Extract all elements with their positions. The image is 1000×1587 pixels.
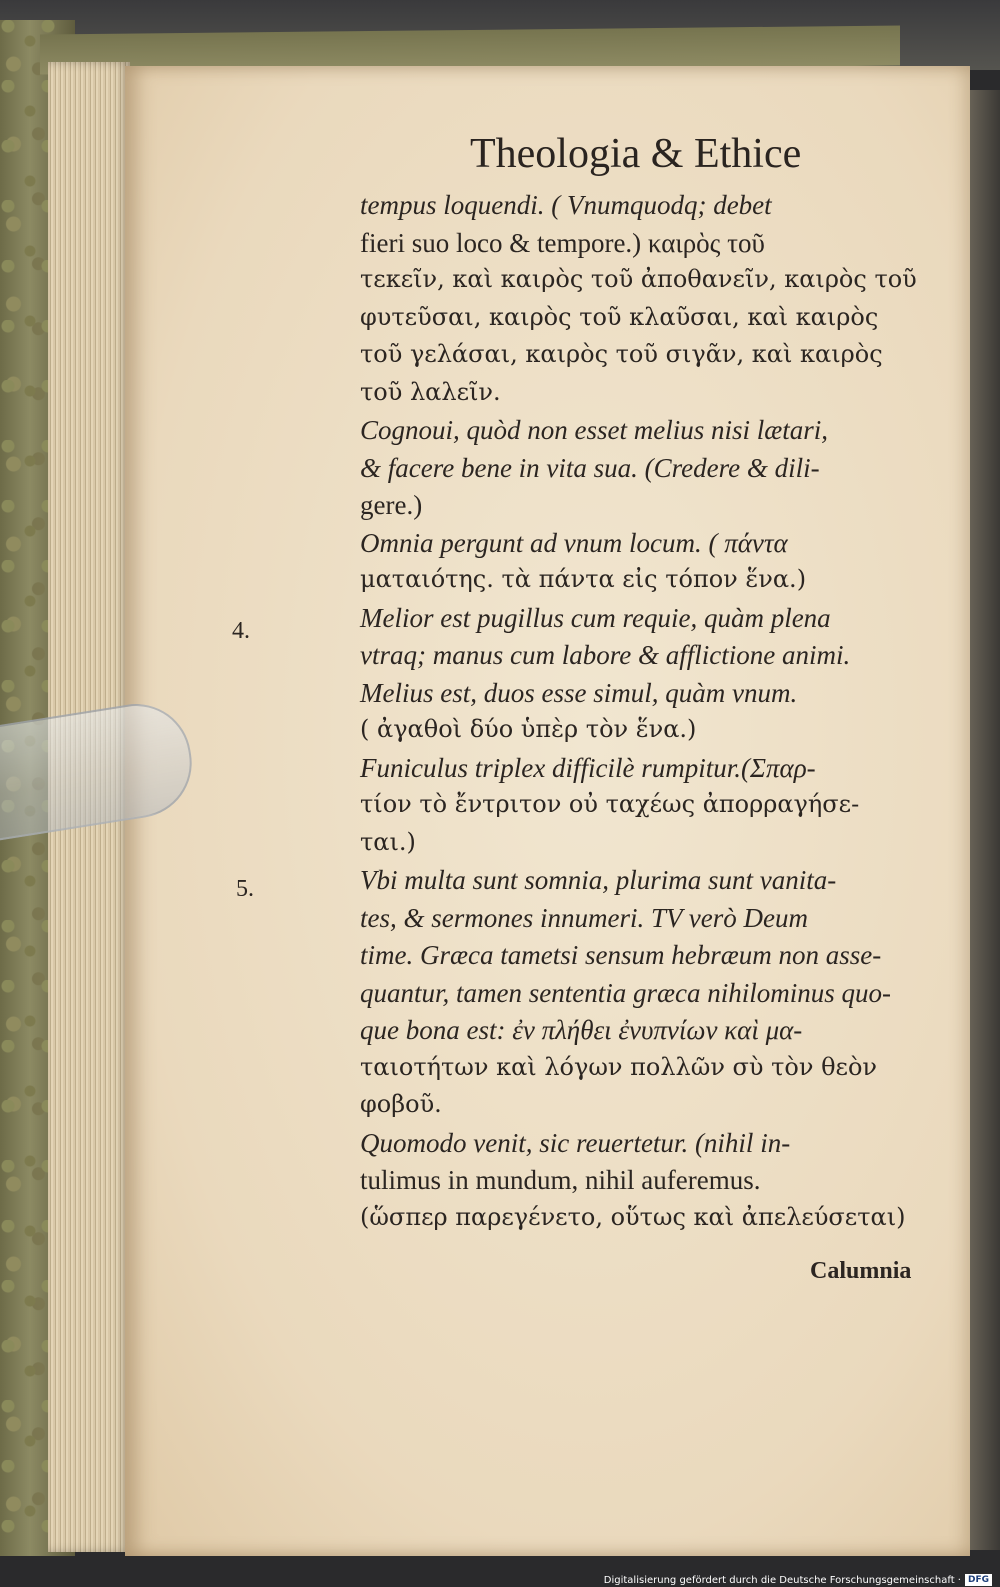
text-line: ματαιότης. τὰ πάντα εἰς τόπον ἕνα.) [360, 565, 807, 593]
text-line: time. Græca tametsi sensum hebræum non asse- [360, 940, 882, 970]
running-header: Theologia & Ethice [470, 131, 802, 177]
text-line: φοβοῦ. [360, 1090, 442, 1118]
text-line: τοῦ γελάσαι, καιρὸς τοῦ σιγᾶν, καὶ καιρὸς [360, 340, 883, 368]
text-line: tempus loquendi. ( Vnumquodq; debet [360, 190, 772, 220]
text-line: que bona est: ἐν πλήθει ἐνυπνίων καὶ μα- [360, 1015, 803, 1045]
scan-edge-right [968, 90, 1000, 1550]
text-line: Funiculus triplex difficilè rumpitur.(Σπαρ- [360, 753, 816, 783]
text-line: ται.) [360, 828, 416, 856]
dfg-logo: DFG [965, 1574, 992, 1586]
text-line: fieri suo loco & tempore.) καιρὸς τοῦ [360, 228, 765, 258]
text-line: tes, & sermones innumeri. TV verò Deum [360, 903, 808, 933]
text-line: tulimus in mundum, nihil auferemus. [360, 1165, 761, 1195]
text-line: gere.) [360, 490, 423, 520]
text-line: quantur, tamen sententia græca nihilominus quo- [360, 978, 891, 1008]
footer-credit-text: Digitalisierung gefördert durch die Deutsche Forschungsgemeinschaft · [603, 1574, 961, 1586]
text-line: Melior est pugillus cum requie, quàm plena [360, 603, 831, 633]
scan-bottom [0, 1556, 1000, 1573]
text-line: φυτεῦσαι, καιρὸς τοῦ κλαῦσαι, καὶ καιρὸς [360, 303, 879, 331]
text-line: Omnia pergunt ad vnum locum. ( πάντα [360, 528, 788, 558]
text-line: Vbi multa sunt somnia, plurima sunt vanita- [360, 865, 837, 895]
text-line: τοῦ λαλεῖν. [360, 378, 501, 406]
margin-note-4: 4. [232, 618, 250, 644]
margin-note-5: 5. [236, 876, 254, 902]
text-line: τεκεῖν, καὶ καιρὸς τοῦ ἀποθανεῖν, καιρὸς τοῦ [360, 265, 917, 293]
text-line: Cognoui, quòd non esset melius nisi lætari, [360, 415, 829, 445]
text-line: ( ἀγαθοὶ δύο ὑπὲρ τὸν ἕνα.) [360, 715, 697, 743]
catchword: Calumnia [810, 1258, 912, 1284]
text-line: Quomodo venit, sic reuertetur. (nihil in- [360, 1128, 791, 1158]
text-line: & facere bene in vita sua. (Credere & dili- [360, 453, 820, 483]
text-line: vtraq; manus cum labore & afflictione animi. [360, 640, 851, 670]
text-line: ταιοτήτων καὶ λόγων πολλῶν σὺ τὸν θεὸν [360, 1053, 878, 1081]
text-line: Melius est, duos esse simul, quàm vnum. [360, 678, 798, 708]
text-line: (ὥσπερ παρεγένετο, οὕτως καὶ ἀπελεύσεται) [360, 1203, 906, 1231]
text-line: τίον τὸ ἔντριτον οὐ ταχέως ἀπορραγήσε- [360, 790, 860, 818]
footer-credit [604, 1573, 992, 1587]
